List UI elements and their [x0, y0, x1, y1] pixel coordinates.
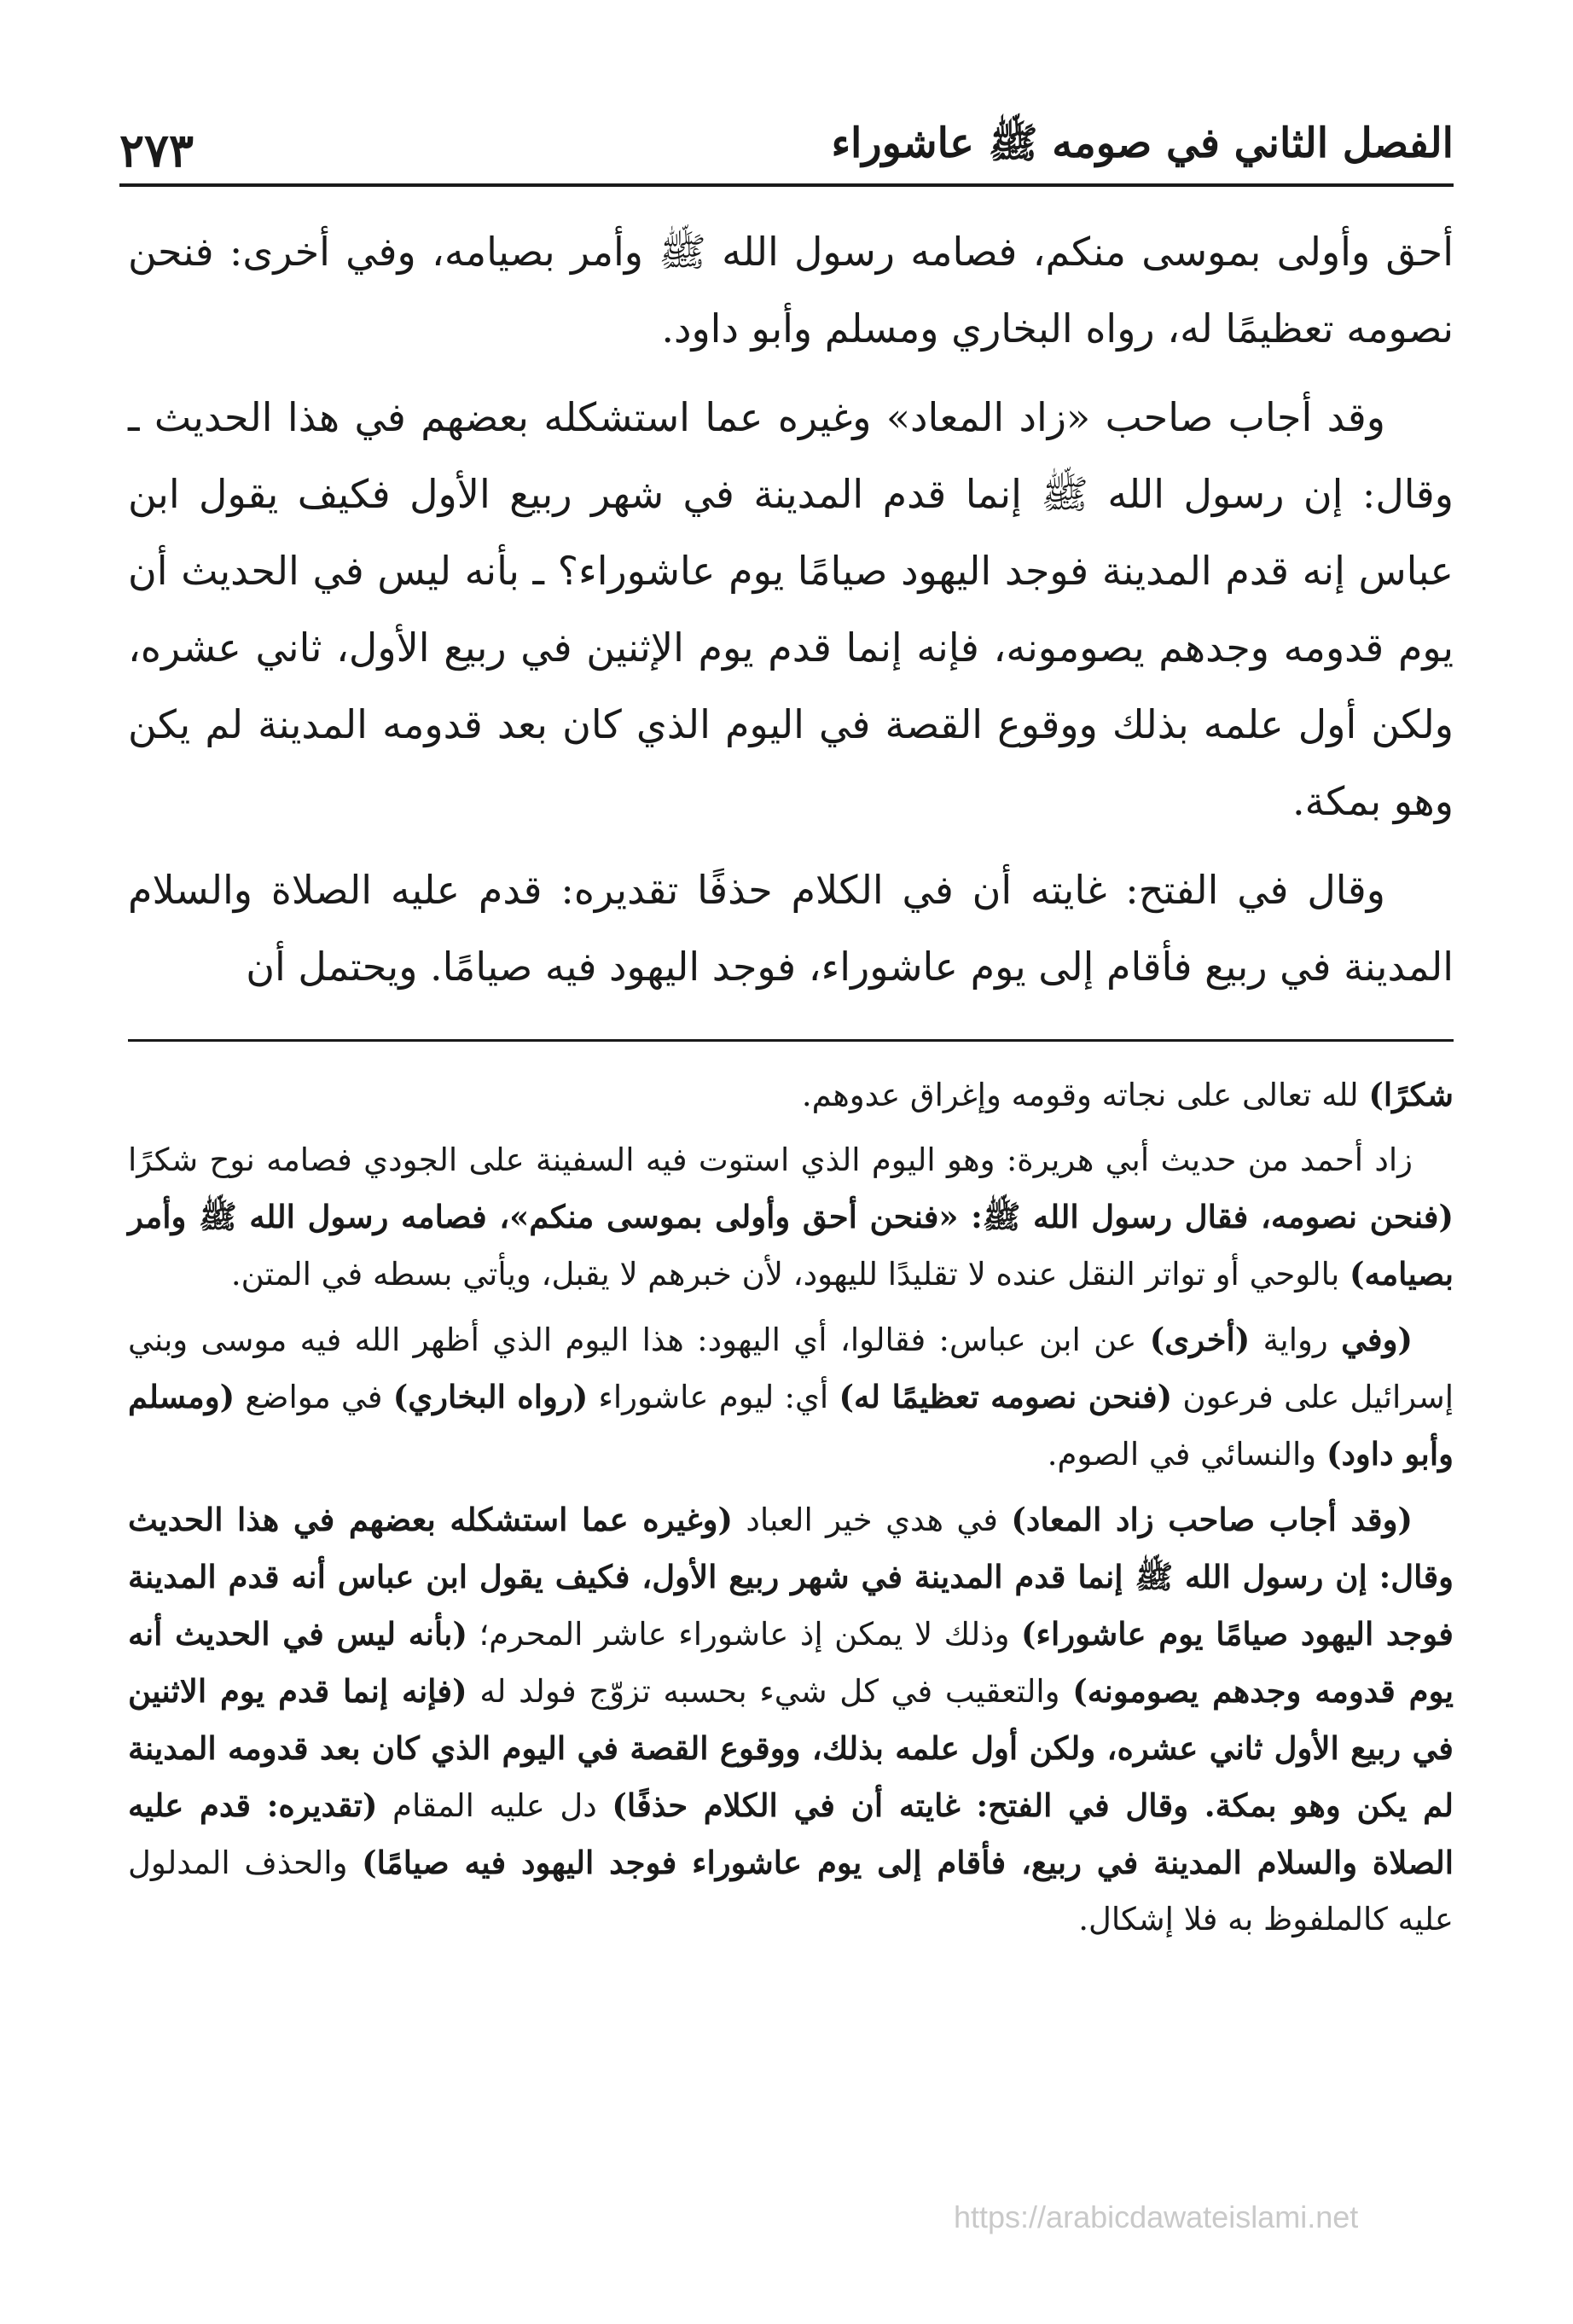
- footnote-text: لله تعالى على نجاته وقومه وإغراق عدوهم.: [801, 1077, 1369, 1113]
- footnote-quote: (وفي: [1341, 1321, 1413, 1358]
- footnote-quote: شكرًا): [1368, 1076, 1454, 1113]
- footnote-text: والحذف المدلول عليه كالملفوظ به فلا إشكال.: [128, 1845, 1454, 1938]
- footnote-quote: (بأنه ليس في الحديث أنه يوم قدومه وجدهم يصومونه): [128, 1615, 1454, 1710]
- footnote-quote: (فإنه إنما قدم يوم الاثنين في ربيع الأول ثاني عشره، ولكن أول علمه بذلك، ووقوع القصة في اليوم الذي كان بعد قدومه المدينة لم يكن وهو بمكة. وقال في الفتح: غايته أن في الكلام حذفًا): [128, 1672, 1454, 1824]
- main-paragraph: وقال في الفتح: غايته أن في الكلام حذفًا تقديره: قدم عليه الصلاة والسلام المدينة في ربيع فأقام إلى يوم عاشوراء، فوجد اليهود فيه صيامًا. ويحتمل أن: [128, 867, 1454, 990]
- footnote-text: أي: ليوم عاشوراء: [588, 1379, 839, 1415]
- footnote-text: وذلك لا يمكن إذ عاشوراء عاشر المحرم؛: [467, 1616, 1022, 1653]
- footnote-paragraph: [128, 1311, 1454, 1483]
- footnote-text: رواية: [1250, 1322, 1342, 1358]
- footnote-quote: (ومسلم وأبو داود): [128, 1378, 1454, 1473]
- footnote-text: والنسائي في الصوم.: [1047, 1436, 1326, 1473]
- footnote-text: زاد أحمد من حديث أبي هريرة: وهو اليوم الذي استوت فيه السفينة على الجودي فصامه نوح شكرًا: [128, 1142, 1413, 1178]
- main-paragraph: أحق وأولى بموسى منكم، فصامه رسول الله ﷺ وأمر بصيامه، وفي أخرى: فنحن نصومه تعظيمًا له، رواه البخاري ومسلم وأبو داود.: [128, 229, 1454, 352]
- footnote-quote: (فنحن نصومه تعظيمًا له): [839, 1378, 1173, 1415]
- footnote-divider: [128, 1039, 1454, 1042]
- footnote-quote: (أخرى): [1149, 1321, 1251, 1358]
- footnote-quote: (فنحن نصومه، فقال رسول الله ﷺ: «فنحن أحق وأولى بموسى منكم»، فصامه رسول الله ﷺ وأمر بصيامه): [128, 1198, 1454, 1293]
- footnote-quote: (رواه البخاري): [392, 1378, 589, 1415]
- page-number: ٢٧٣: [119, 123, 194, 177]
- footnote-text: في هدي خير العباد: [732, 1502, 1012, 1538]
- footnote-paragraph: [128, 1491, 1454, 1948]
- footnote-text: دل عليه المقام: [377, 1787, 612, 1824]
- chapter-title: الفصل الثاني في صومه ﷺ عاشوراء: [831, 119, 1454, 167]
- footnote-quote: (وقد أجاب صاحب زاد المعاد): [1011, 1501, 1413, 1538]
- footnote-paragraph: [128, 1066, 1454, 1124]
- footnote-text: والتعقيب في كل شيء بحسبه تزوّج فولد له: [467, 1673, 1073, 1710]
- footnote-quote: (وغيره عما استشكله بعضهم في هذا الحديث وقال: إن رسول الله ﷺ إنما قدم المدينة في شهر ربيع الأول، فكيف يقول ابن عباس أنه قدم المدينة فوجد اليهود صيامًا يوم عاشوراء): [128, 1501, 1454, 1653]
- main-paragraph: وقد أجاب صاحب «زاد المعاد» وغيره عما استشكله بعضهم في هذا الحديث ـ وقال: إن رسول الله ﷺ إنما قدم المدينة في شهر ربيع الأول فكيف يقول ابن عباس إنه قدم المدينة فوجد اليهود صيامًا يوم عاشوراء؟ ـ بأنه ليس في الحديث أن يوم قدومه وجدهم يصومونه، فإنه إنما قدم يوم الإثنين في ربيع الأول، ثاني عشره، ولكن أول علمه بذلك ووقوع القصة في اليوم الذي كان بعد قدومه المدينة لم يكن وهو بمكة.: [128, 394, 1454, 824]
- main-text: [128, 213, 1454, 1017]
- footnote-text: عن ابن عباس: فقالوا، أي اليهود: هذا اليوم الذي أظهر الله فيه موسى وبني إسرائيل على فرعون: [128, 1322, 1454, 1415]
- watermark-url: https://arabicdawateislami.net: [954, 2199, 1359, 2234]
- header-divider: [119, 183, 1454, 187]
- footnote-text: في مواضع: [235, 1379, 393, 1415]
- footnote-quote: (تقديره: قدم عليه الصلاة والسلام المدينة في ربيع، فأقام إلى يوم عاشوراء فوجد اليهود فيه صيامًا): [128, 1787, 1454, 1881]
- footnotes: [128, 1066, 1454, 1956]
- running-header: [119, 109, 1454, 177]
- footnote-text: بالوحي أو تواتر النقل عنده لا تقليدًا لليهود، لأن خبرهم لا يقبل، ويأتي بسطه في المتن.: [230, 1256, 1350, 1293]
- footnote-paragraph: [128, 1132, 1454, 1303]
